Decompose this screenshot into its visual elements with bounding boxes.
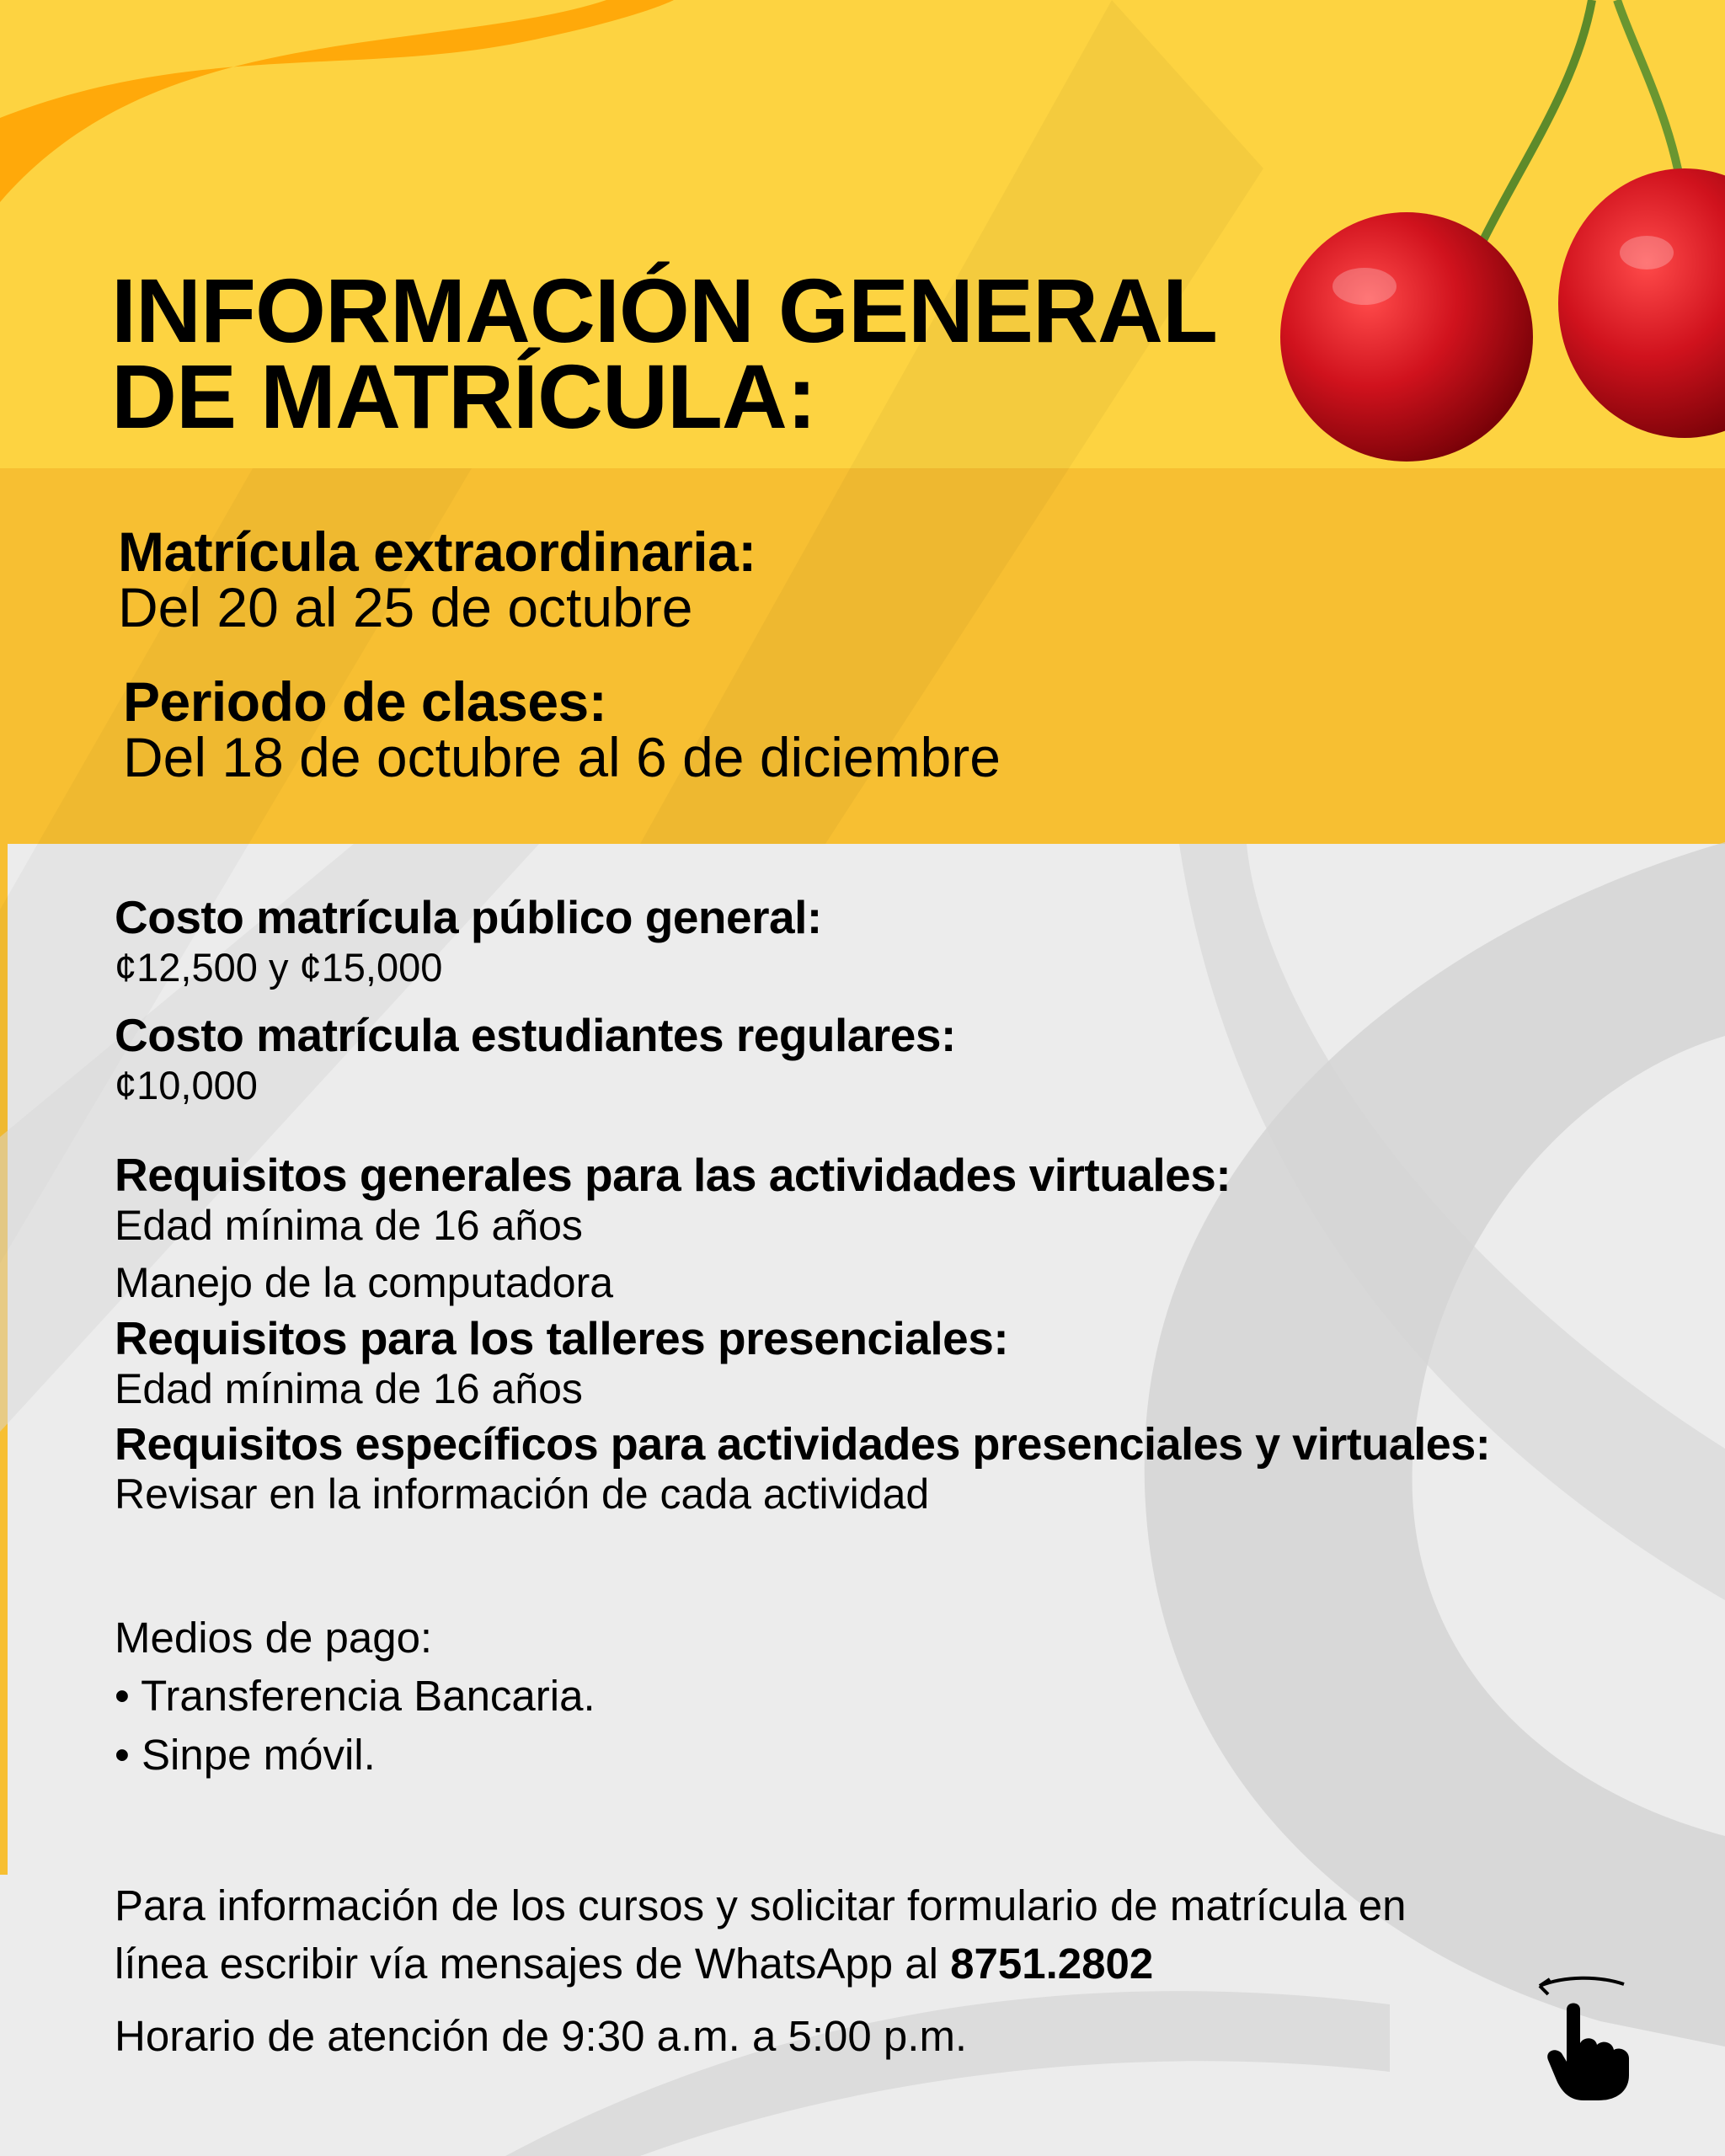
req-specific-item: Revisar en la información de cada actividad: [115, 1470, 930, 1518]
enrollment-heading: Matrícula extraordinaria:: [118, 520, 756, 583]
whatsapp-phone: 8751.2802: [950, 1940, 1154, 1988]
req-virtual-section: [115, 1150, 1231, 1308]
cost-public-section: [115, 893, 822, 994]
cost-public-value: ¢12,500 y ¢15,000: [115, 945, 443, 990]
contact-line-2-text: línea escribir vía mensajes de WhatsApp al: [115, 1940, 951, 1988]
payment-heading: Medios de pago:: [115, 1614, 433, 1662]
req-specific-section: [115, 1420, 1490, 1519]
cost-public-heading: Costo matrícula público general:: [115, 891, 822, 943]
title-line-1: INFORMACIÓN GENERAL: [111, 259, 1217, 361]
contact-hours: Horario de atención de 9:30 a.m. a 5:00 p.m.: [115, 2011, 968, 2060]
contact-line-1: Para información de los cursos y solicitar formulario de matrícula en: [115, 1881, 1407, 1929]
payment-item: • Sinpe móvil.: [115, 1730, 376, 1779]
classes-dates: Del 18 de octubre al 6 de diciembre: [123, 726, 1001, 788]
cost-students-section: [115, 1011, 956, 1112]
cost-students-value: ¢10,000: [115, 1063, 258, 1108]
req-virtual-item: Manejo de la computadora: [115, 1259, 614, 1307]
pointing-hand-icon: [1531, 1976, 1641, 2102]
cherries-image: [1263, 0, 1725, 472]
contact-line-2: [115, 1935, 1406, 1993]
cost-students-heading: Costo matrícula estudiantes regulares:: [115, 1009, 956, 1061]
enrollment-dates: Del 20 al 25 de octubre: [118, 576, 693, 638]
enrollment-section: [118, 520, 756, 638]
req-virtual-item: Edad mínima de 16 años: [115, 1202, 583, 1250]
classes-heading: Periodo de clases:: [123, 670, 607, 733]
title-line-2: DE MATRÍCULA:: [111, 344, 816, 447]
classes-section: [123, 670, 1001, 788]
req-inperson-heading: Requisitos para los talleres presenciales:: [115, 1312, 1009, 1364]
payment-item: • Transferencia Bancaria.: [115, 1672, 595, 1721]
contact-section: [115, 1876, 1406, 2065]
payment-section: [115, 1609, 595, 1784]
req-inperson-section: [115, 1314, 1008, 1414]
req-virtual-heading: Requisitos generales para las actividades virtuales:: [115, 1149, 1231, 1201]
page-title: [111, 259, 1307, 447]
req-inperson-item: Edad mínima de 16 años: [115, 1365, 583, 1413]
req-specific-heading: Requisitos específicos para actividades presenciales y virtuales:: [115, 1419, 1491, 1470]
